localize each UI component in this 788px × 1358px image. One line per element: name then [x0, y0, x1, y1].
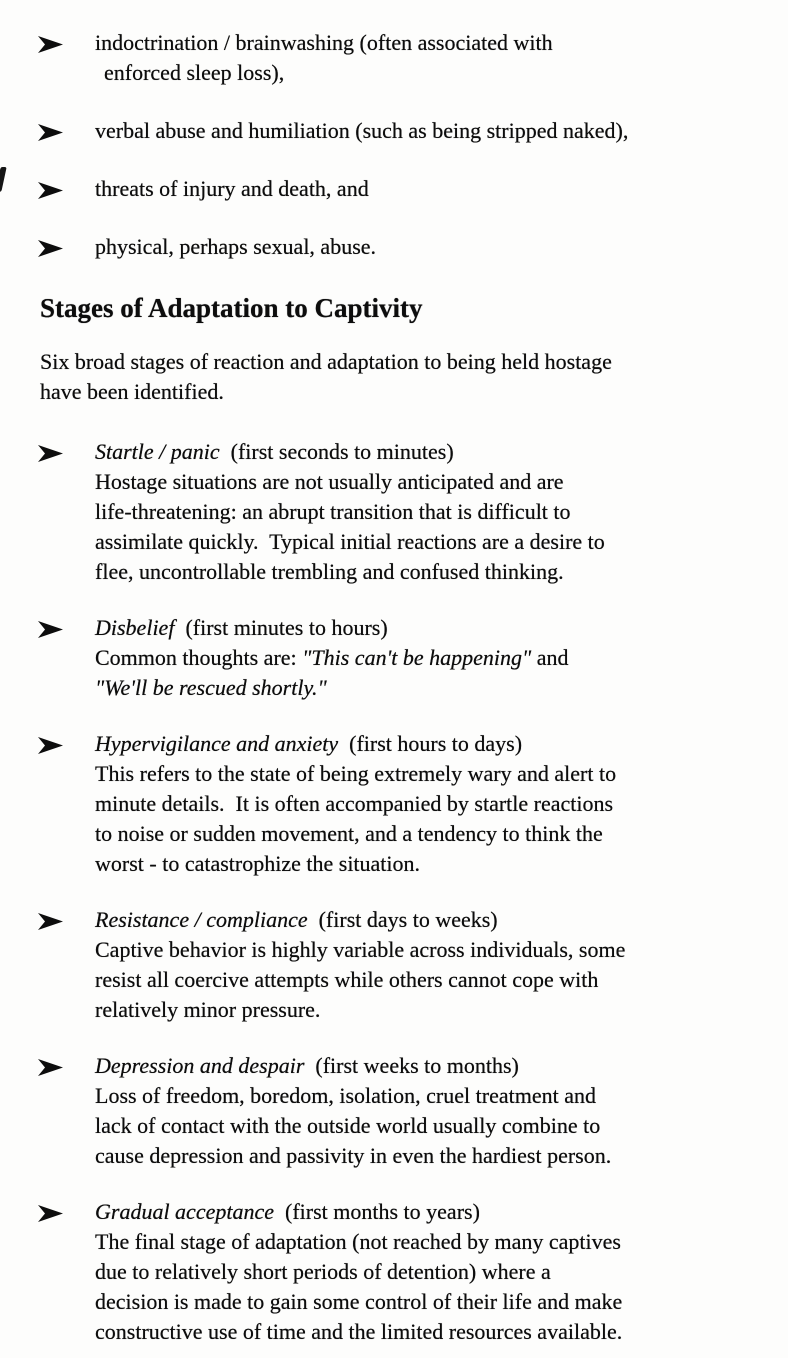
- bullet-text: [95, 232, 788, 262]
- stage-item: [0, 613, 788, 703]
- stage-item: [0, 1197, 788, 1347]
- stage-timeframe: (first months to years): [274, 1199, 480, 1224]
- text-line: This refers to the state of being extremely wary and alert to: [95, 761, 617, 786]
- quoted-italic-text: "We'll be rescued shortly.": [95, 675, 327, 700]
- text-line: [95, 673, 788, 703]
- arrow-bullet-icon: [0, 232, 95, 262]
- text-line: threats of injury and death, and: [95, 176, 369, 201]
- stage-text: [95, 1051, 788, 1171]
- stage-title: Gradual acceptance: [95, 1199, 274, 1224]
- arrow-bullet-icon: [0, 437, 95, 587]
- stage-text: [95, 905, 788, 1025]
- bullet-item: [0, 28, 788, 88]
- stage-text: [95, 613, 788, 703]
- body-text: and: [531, 645, 569, 670]
- text-line: cause depression and passivity in even the hardiest person.: [95, 1143, 612, 1168]
- arrow-bullet-icon: [0, 613, 95, 703]
- stages-list: [0, 437, 788, 1347]
- text-line: indoctrination / brainwashing (often associated with: [95, 30, 553, 55]
- text-line: to noise or sudden movement, and a tendency to think the: [95, 821, 603, 846]
- bullet-item: [0, 116, 788, 146]
- stage-item: [0, 437, 788, 587]
- text-line: lack of contact with the outside world usually combine to: [95, 1113, 601, 1138]
- text-line: The final stage of adaptation (not reached by many captives: [95, 1229, 621, 1254]
- stage-title-line: [95, 613, 788, 643]
- arrow-bullet-icon: [0, 1051, 95, 1171]
- document-content: [0, 28, 788, 1358]
- arrow-bullet-icon: [0, 116, 95, 146]
- stage-title-line: [95, 1051, 788, 1081]
- text-line: resist all coercive attempts while others cannot cope with: [95, 967, 599, 992]
- text-line: Six broad stages of reaction and adaptation to being held hostage: [40, 349, 612, 374]
- text-line: flee, uncontrollable trembling and confused thinking.: [95, 559, 564, 584]
- stage-title-line: [95, 905, 788, 935]
- quoted-italic-text: "This can't be happening": [302, 645, 532, 670]
- arrow-bullet-icon: [0, 28, 95, 88]
- text-line: minute details. It is often accompanied by startle reactions: [95, 791, 614, 816]
- intro-paragraph: [0, 347, 788, 407]
- body-text: Common thoughts are:: [95, 645, 303, 670]
- stage-text: [95, 437, 788, 587]
- bullet-item: [0, 174, 788, 204]
- text-line: enforced sleep loss),: [104, 60, 285, 85]
- stage-item: [0, 729, 788, 879]
- text-line: Captive behavior is highly variable across individuals, some: [95, 937, 626, 962]
- stage-item: [0, 1051, 788, 1171]
- stage-title-line: [95, 729, 788, 759]
- stage-title-line: [95, 1197, 788, 1227]
- stage-title: Depression and despair: [95, 1053, 305, 1078]
- stage-title: Disbelief: [95, 615, 175, 640]
- arrow-bullet-icon: [0, 1197, 95, 1347]
- stage-text: [95, 1197, 788, 1347]
- text-line: due to relatively short periods of detention) where a: [95, 1259, 551, 1284]
- stage-title: Startle / panic: [95, 439, 220, 464]
- arrow-bullet-icon: [0, 729, 95, 879]
- bullet-item: [0, 232, 788, 262]
- text-line: life-threatening: an abrupt transition that is difficult to: [95, 499, 571, 524]
- section-heading: Stages of Adaptation to Captivity: [40, 293, 423, 323]
- stage-timeframe: (first seconds to minutes): [219, 439, 454, 464]
- arrow-bullet-icon: [0, 174, 95, 204]
- stage-timeframe: (first days to weeks): [307, 907, 498, 932]
- stage-timeframe: (first weeks to months): [304, 1053, 519, 1078]
- text-line: assimilate quickly. Typical initial reactions are a desire to: [95, 529, 605, 554]
- bullet-text: [95, 116, 788, 146]
- stage-title: Resistance / compliance: [95, 907, 308, 932]
- stage-timeframe: (first hours to days): [338, 731, 523, 756]
- text-line: Hostage situations are not usually anticipated and are: [95, 469, 564, 494]
- text-line: worst - to catastrophize the situation.: [95, 851, 421, 876]
- text-line: relatively minor pressure.: [95, 997, 321, 1022]
- text-line: have been identified.: [40, 379, 224, 404]
- text-line: decision is made to gain some control of their life and make: [95, 1289, 623, 1314]
- text-line: constructive use of time and the limited resources available.: [95, 1319, 623, 1344]
- stage-text: [95, 729, 788, 879]
- stage-item: [0, 905, 788, 1025]
- stage-title: Hypervigilance and anxiety: [95, 731, 339, 756]
- arrow-bullet-icon: [0, 905, 95, 1025]
- text-line: Loss of freedom, boredom, isolation, cruel treatment and: [95, 1083, 596, 1108]
- bullet-text: [95, 28, 788, 88]
- intro-bullet-list: [0, 28, 788, 262]
- stage-timeframe: (first minutes to hours): [174, 615, 388, 640]
- text-line: physical, perhaps sexual, abuse.: [95, 234, 377, 259]
- text-line: [95, 643, 788, 673]
- bullet-text: [95, 174, 788, 204]
- text-line: verbal abuse and humiliation (such as being stripped naked),: [95, 118, 629, 143]
- stage-title-line: [95, 437, 788, 467]
